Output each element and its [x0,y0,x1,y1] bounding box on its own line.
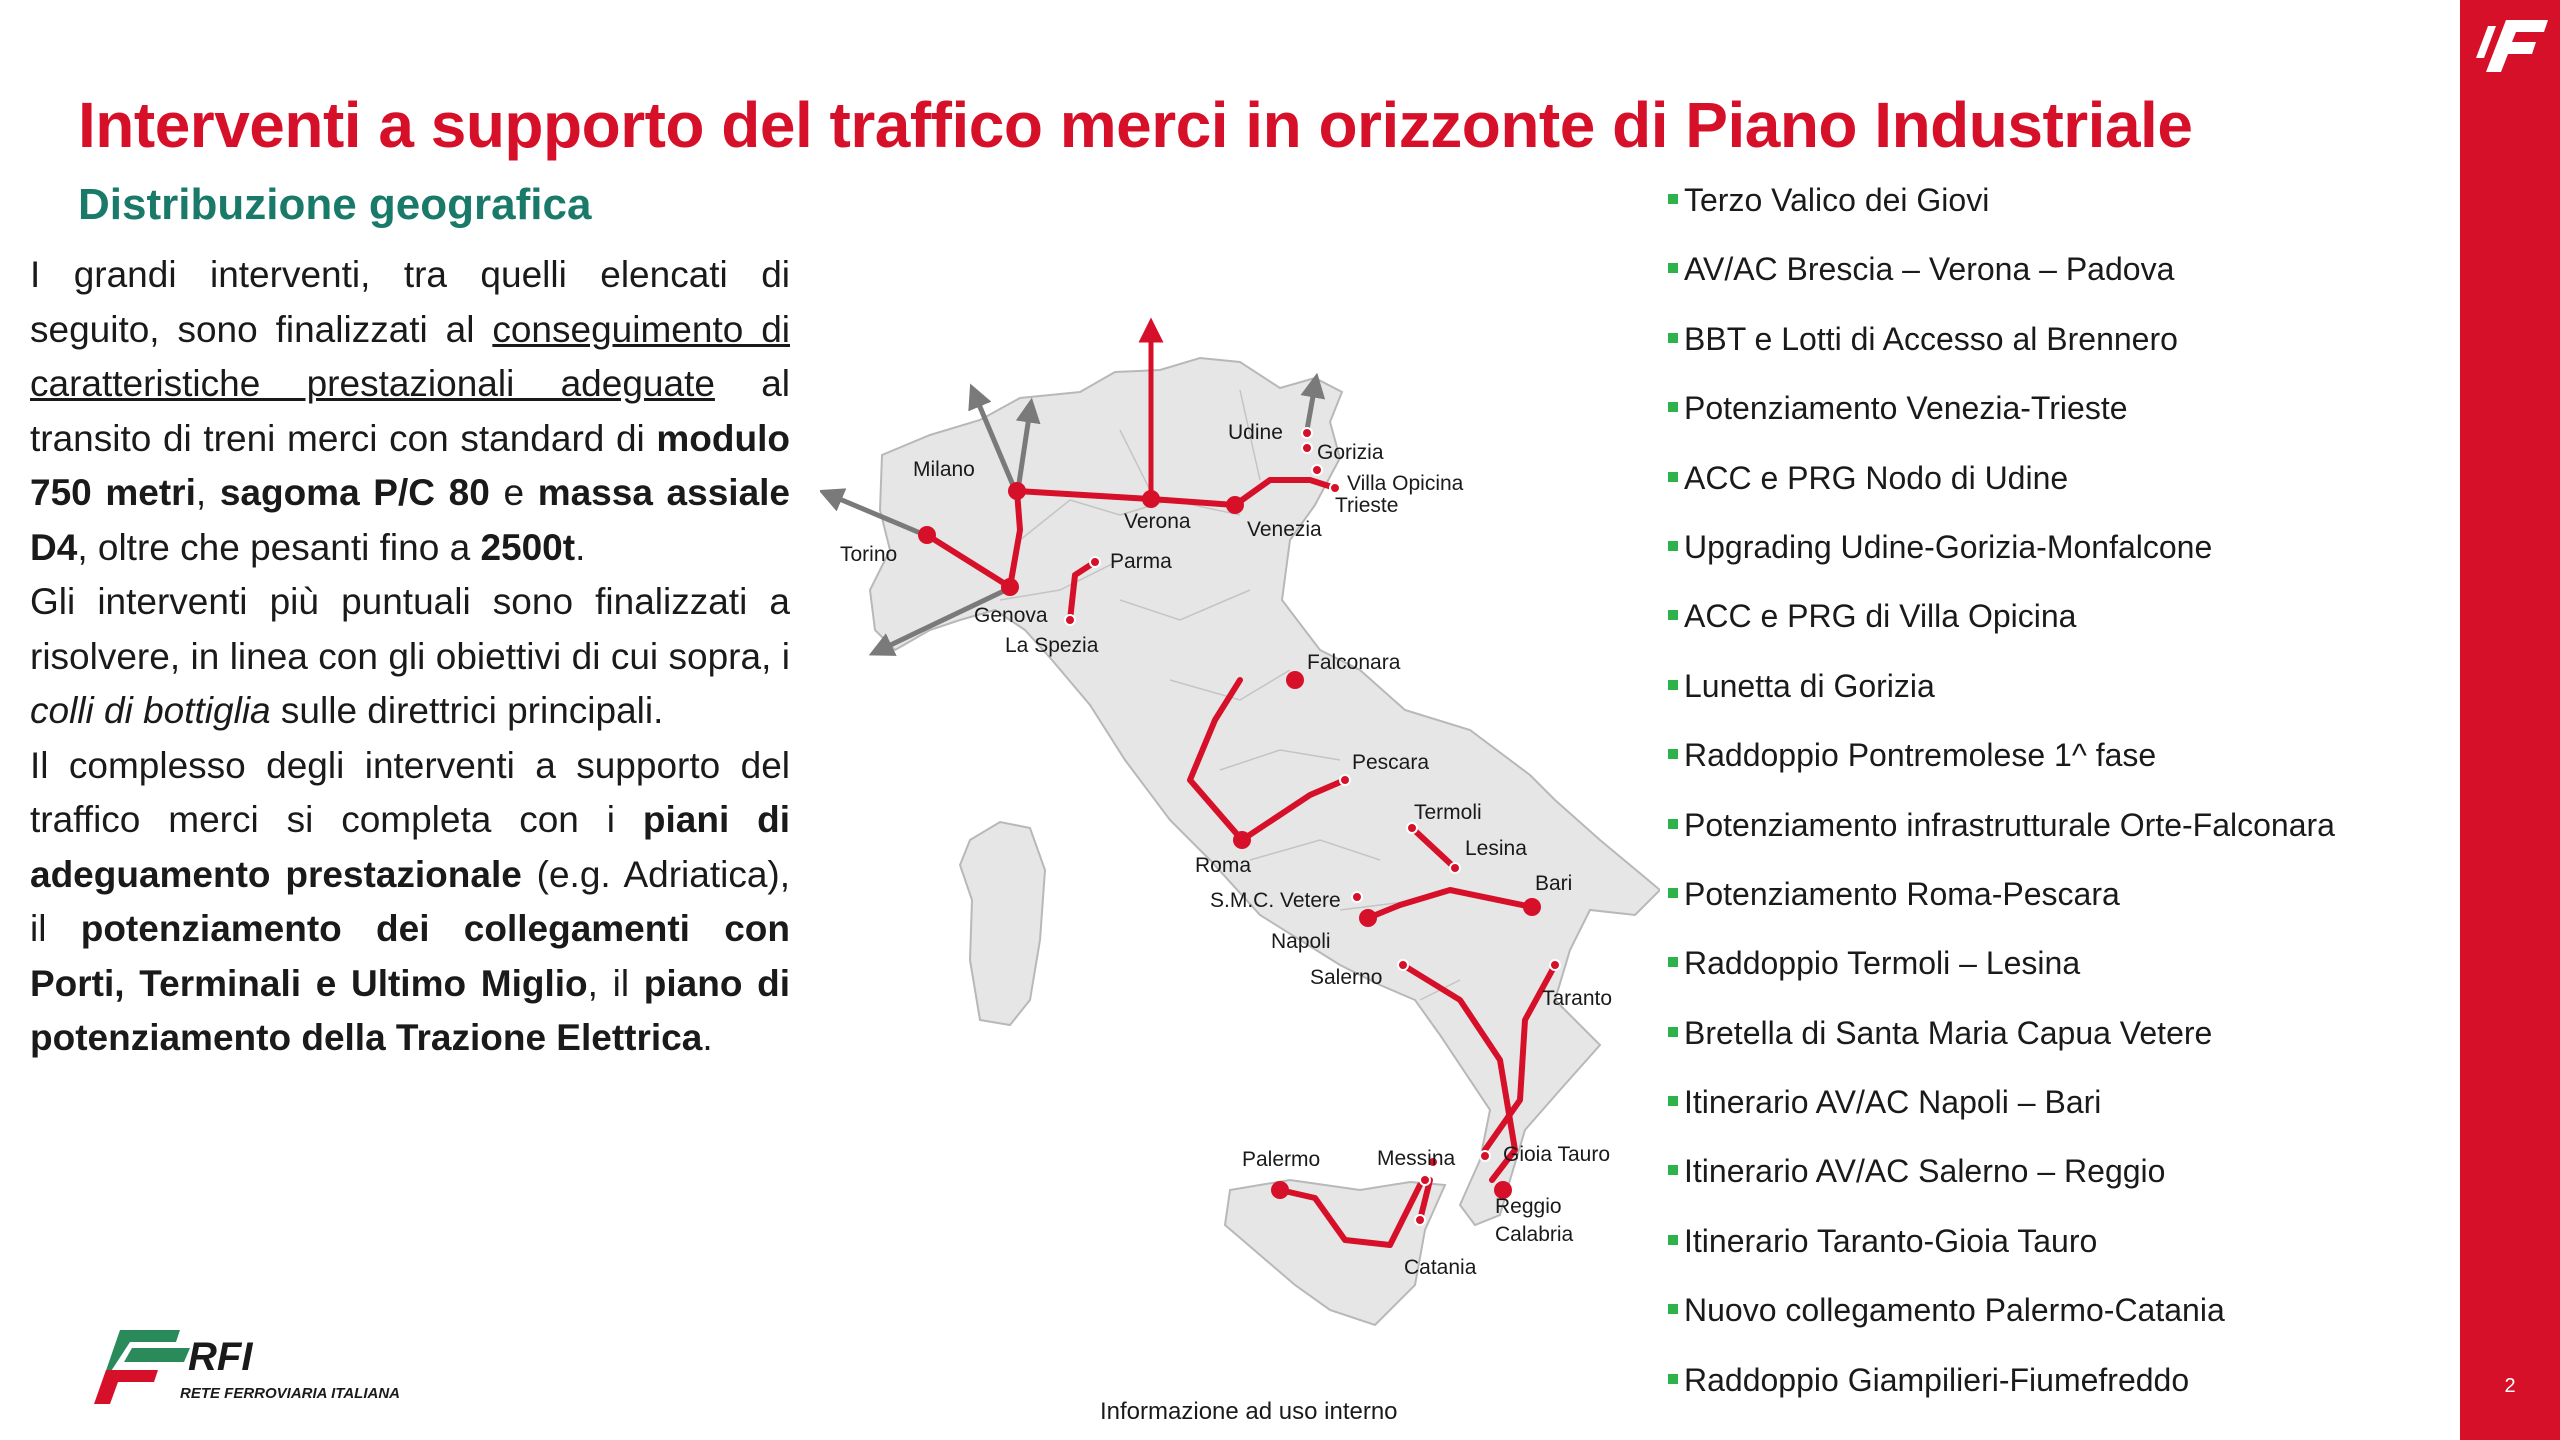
dot-trieste [1330,483,1340,493]
project-list-item [1668,460,2335,529]
project-list-item [1668,807,2335,876]
project-label: Raddoppio Giampilieri-Fiumefreddo [1684,1361,2190,1398]
bullet-icon [1668,1165,1678,1175]
label-salerno: Salerno [1310,966,1383,989]
project-list-item [1668,945,2335,1014]
project-label: Itinerario AV/AC Napoli – Bari [1684,1084,2102,1121]
label-roma: Roma [1195,854,1252,877]
label-pescara: Pescara [1352,751,1430,774]
bullet-icon [1668,1374,1678,1384]
page-subtitle: Distribuzione geografica [78,180,592,229]
project-list-item [1668,668,2335,737]
label-napoli: Napoli [1271,930,1331,953]
project-label: BBT e Lotti di Accesso al Brennero [1684,320,2178,357]
project-label: AV/AC Brescia – Verona – Padova [1684,251,2175,288]
dot-pescara [1340,775,1350,785]
bullet-icon [1668,957,1678,967]
project-label: Bretella di Santa Maria Capua Vetere [1684,1014,2213,1051]
peninsula-landmass [870,358,1660,1225]
project-list-item [1668,1292,2335,1361]
dot-salerno [1398,960,1408,970]
label-palermo: Palermo [1242,1148,1321,1171]
label-bari: Bari [1535,872,1573,895]
label-genova: Genova [974,604,1048,627]
project-label: Nuovo collegamento Palermo-Catania [1684,1292,2225,1329]
bullet-icon [1668,1096,1678,1106]
dot-catania [1415,1215,1425,1225]
project-label: Terzo Valico dei Giovi [1684,182,1990,218]
bullet-icon [1668,1304,1678,1314]
project-list-item [1668,182,2335,251]
project-label: Raddoppio Pontremolese 1^ fase [1684,737,2157,774]
bullet-icon [1668,819,1678,829]
right-brand-bar [2460,0,2560,1440]
project-label: Raddoppio Termoli – Lesina [1684,945,2081,982]
page-title: Interventi a supporto del traffico merci in orizzonte di Piano Industriale [78,89,2193,161]
page-number: 2 [2504,1375,2516,1397]
label-messina: Messina [1377,1147,1456,1170]
dot-falconara [1286,671,1304,689]
dot-gorizia [1302,443,1312,453]
project-list-item [1668,1015,2335,1084]
sardinia-landmass [960,822,1045,1025]
body-text [30,248,790,1066]
label-milano: Milano [913,458,975,481]
dot-genova [1001,578,1019,596]
bullet-icon [1668,680,1678,690]
dot-roma [1233,831,1251,849]
label-la-spezia: La Spezia [1005,634,1099,657]
project-label: ACC e PRG Nodo di Udine [1684,459,2069,496]
dot-parma [1090,557,1100,567]
project-label: Itinerario Taranto-Gioia Tauro [1684,1222,2098,1259]
bullet-icon [1668,402,1678,412]
label-smc-vetere: S.M.C. Vetere [1210,889,1341,912]
rfi-logo [80,1318,460,1408]
bullet-icon [1668,1235,1678,1245]
dot-la-spezia [1065,615,1075,625]
paragraph-1: I grandi interventi, tra quelli elencati di seguito, sono finalizzati al conseguimento di caratteristiche prestazionali adeguate al transito di treni merci con standard di modulo 750 metri, sagoma P/C 80 e massa assiale D4, oltre che pesanti fino a 2500t. [30,254,790,568]
footer-note: Informazione ad uso interno [1100,1398,1398,1425]
bullet-icon [1668,333,1678,343]
dot-bari [1523,898,1541,916]
label-torino: Torino [840,543,898,566]
bullet-icon [1668,749,1678,759]
label-gorizia: Gorizia [1317,441,1384,464]
project-list-item [1668,1223,2335,1292]
projects-list [1668,182,2335,1431]
rfi-logo-tagline: RETE FERROVIARIA ITALIANA [180,1385,400,1402]
label-gioia-tauro: Gioia Tauro [1503,1143,1611,1166]
dot-torino [918,526,936,544]
rfi-logo-name: RFI [188,1335,253,1379]
label-trieste: Trieste [1335,494,1399,517]
fs-logo-icon [2472,14,2550,74]
dot-napoli [1359,909,1377,927]
label-verona: Verona [1124,510,1191,533]
dot-reggio [1480,1151,1490,1161]
project-list-item [1668,1153,2335,1222]
label-lesina: Lesina [1465,837,1527,860]
label-catania: Catania [1404,1256,1477,1279]
dot-lesina [1450,863,1460,873]
label-taranto: Taranto [1542,987,1613,1010]
dot-messina-2 [1420,1175,1430,1185]
label-reggio: Reggio [1495,1195,1562,1218]
paragraph-2: Gli interventi più puntuali sono finalizzati a risolvere, in linea con gli obiettivi di cui sopra, i colli di bottiglia sulle direttrici principali. [30,581,790,731]
dot-palermo [1271,1181,1289,1199]
project-label: Itinerario AV/AC Salerno – Reggio [1684,1153,2166,1190]
project-list-item [1668,598,2335,667]
project-list-item [1668,251,2335,320]
label-parma: Parma [1110,550,1172,573]
project-list-item [1668,529,2335,598]
dot-termoli [1407,823,1417,833]
rfi-logo-icon [94,1330,190,1404]
label-villa-opicina: Villa Opicina [1347,472,1464,495]
dot-smc-vetere [1352,892,1362,902]
label-falconara: Falconara [1307,651,1401,674]
bullet-icon [1668,263,1678,273]
label-venezia: Venezia [1247,518,1322,541]
dot-taranto [1550,960,1560,970]
project-label: Potenziamento Roma-Pescara [1684,875,2120,912]
bullet-icon [1668,1027,1678,1037]
paragraph-3: Il complesso degli interventi a supporto del traffico merci si completa con i piani di adeguamento prestazionale (e.g. Adriatica), il potenziamento dei collegamenti con Porti, Terminali e Ultimo Miglio, il piano di potenziamento della Trazione Elettrica. [30,744,791,1058]
project-list-item [1668,321,2335,390]
project-list-item [1668,390,2335,459]
label-calabria: Calabria [1495,1223,1574,1246]
project-list-item [1668,1084,2335,1153]
project-list-item [1668,876,2335,945]
project-label: Lunetta di Gorizia [1684,667,1935,704]
bullet-icon [1668,472,1678,482]
project-label: Potenziamento Venezia-Trieste [1684,390,2128,427]
italy-map [820,300,1660,1330]
label-udine: Udine [1228,421,1283,444]
dot-venezia [1226,496,1244,514]
bullet-icon [1668,610,1678,620]
project-label: Upgrading Udine-Gorizia-Monfalcone [1684,528,2213,565]
dot-verona [1142,490,1160,508]
project-list-item [1668,1362,2335,1431]
dot-villa-opicina [1312,465,1322,475]
dot-milano [1008,482,1026,500]
dot-udine [1302,428,1312,438]
project-list-item [1668,737,2335,806]
bullet-icon [1668,194,1678,204]
project-label: ACC e PRG di Villa Opicina [1684,598,2077,635]
label-termoli: Termoli [1414,801,1482,824]
bullet-icon [1668,888,1678,898]
bullet-icon [1668,541,1678,551]
project-label: Potenziamento infrastrutturale Orte-Falconara [1684,806,2335,843]
